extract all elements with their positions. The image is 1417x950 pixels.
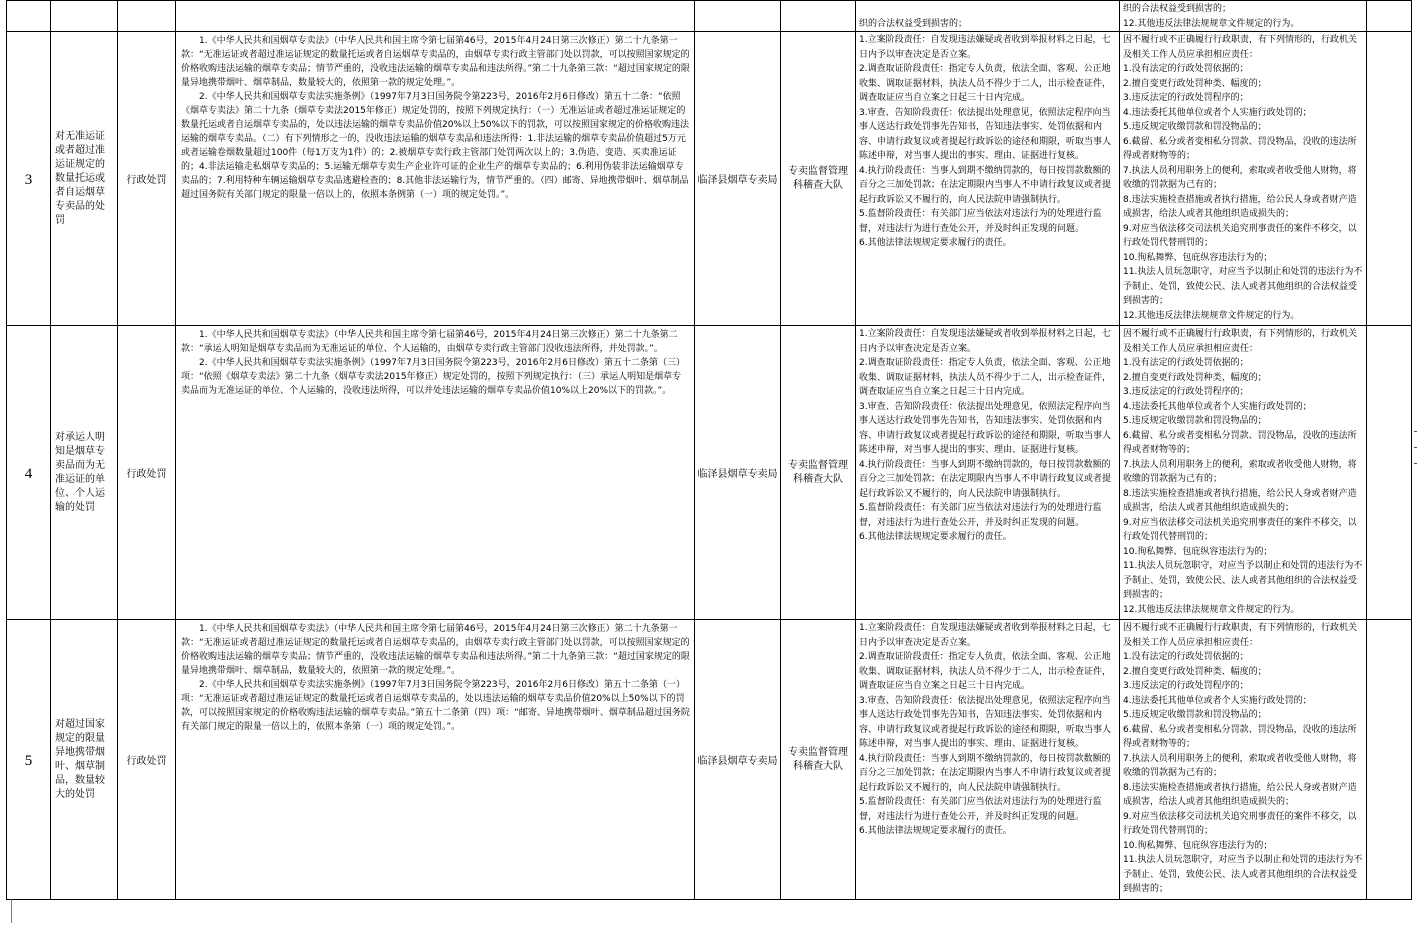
cell-type <box>118 620 176 900</box>
implementing-agency: 临泽县烟草专卖局 <box>697 756 778 767</box>
item-name: 对无准运证或者超过准运证规定的数量托运或者自运烟草专卖品的处罚 <box>55 130 105 226</box>
accountability-item: 6.截留、私分或者变相私分罚款、罚没物品，没收的违法所得或者财物等的； <box>1123 430 1357 455</box>
accountability-item: 2.擅自变更行政处罚种类、幅度的； <box>1123 666 1267 677</box>
cell-accountability <box>1120 326 1367 620</box>
cell-org <box>695 1 781 32</box>
accountability-item: 因不履行或不正确履行行政职责，有下列情形的，行政机关及相关工作人员应承担相应责任： <box>1123 623 1358 648</box>
item-type: 行政处罚 <box>126 756 167 767</box>
responsibility-list <box>856 16 1119 32</box>
legal-basis <box>176 326 694 398</box>
responsibility-item: 3.审查、告知阶段责任：依法提出处理意见，依照法定程序向当事人送达行政处罚事先告知书，告知违法事实、处罚依据和内容、申请行政复议或者提起行政诉讼的途径和期限，听取当事人陈述申辩，对当事人提出的事实、理由、证据进行复核。 <box>859 695 1112 749</box>
cell-dept <box>781 1 856 32</box>
cell-basis <box>176 326 695 620</box>
table-row <box>7 620 1412 900</box>
accountability-item: 3.违反法定的行政处罚程序的； <box>1123 93 1249 103</box>
accountability-item: 9.对应当依法移交司法机关追究刑事责任的案件不移交，以行政处罚代替刑罚的； <box>1123 811 1357 836</box>
accountability-item: 8.违法实施检查措施或者执行措施，给公民人身或者财产造成损害，给法人或者其他组织造成损失的； <box>1123 782 1357 807</box>
responsibility-item: 1.立案阶段责任：自发现违法嫌疑或者收到举报材料之日起，七日内予以审查决定是否立案。 <box>859 35 1111 60</box>
responsibility-list <box>856 32 1119 251</box>
cell-type <box>118 32 176 326</box>
legal-basis-paragraph: 2.《中华人民共和国烟草专卖法实施条例》（1997年7月3日国务院令第223号，2016年2月6日修改）第五十二条第（一）项：“无准运证或者超过准运证规定的数量托运或者自运烟草专卖品的，处以违法运输的烟草专卖品价值20%以上50%以下的罚款，可以按照国家规定的价格收购违法运输的烟草专卖品。”第五十二条第（四）项：“邮寄、异地携带烟叶、烟草制品超过国务院有关部门规定的限量一倍以上的，依照本条第（一）项的规定处罚。”。 <box>181 680 690 732</box>
accountability-item: 2.擅自变更行政处罚种类、幅度的； <box>1123 78 1267 89</box>
cell-note <box>1367 326 1412 620</box>
cell-no <box>7 32 51 326</box>
accountability-list <box>1120 620 1366 897</box>
responsibility-item: 织的合法权益受到损害的； <box>859 18 968 29</box>
accountability-item: 5.违反规定收缴罚款和罚没物品的； <box>1123 122 1267 132</box>
cell-no <box>7 620 51 900</box>
legal-basis-paragraph: 2.《中华人民共和国烟草专卖法实施条例》（1997年7月3日国务院令第223号，2016年2月6日修改）第五十二条：“依照《烟草专卖法》第二十九条（烟草专卖法2015年修正）规定处罚的，按照下列规定执行：（一）无准运证或者超过准运证规定的数量托运或者自运烟草专卖品的，处以违法运输的烟草专卖品价值20%以上50%以下的罚款，可以按照国家规定的价格收购违法运输的烟草专卖品。（二）有下列情形之一的，没收违法运输的烟草专卖品和违法所得：1.非法运输的烟草专卖品价值超过5万元或者运输卷烟数量超过100件（每1万支为1件）的；2.被烟草专卖行政主管部门处罚两次以上的；3.伪造、变造、买卖准运证的；4.非法运输走私烟草专卖品的；5.运输无烟草专卖生产企业许可证的企业生产的烟草专卖品的；6.利用伪装非法运输烟草专卖品的；7.利用特种车辆运输烟草专卖品逃避检查的；8.其他非法运输行为，情节严重的。（四）邮寄、异地携带烟叶、烟草制品超过国务院有关部门规定的限量一倍以上的，依照本条例第（一）项的规定处罚。”。 <box>181 92 690 200</box>
cell-accountability <box>1120 620 1367 900</box>
legal-basis-paragraph: 1.《中华人民共和国烟草专卖法》（中华人民共和国主席令第七届第46号，2015年4月24日第三次修正）第二十九条第一款：“无准运证或者超过准运证规定的数量托运或者自运烟草专卖品的，由烟草专卖行政主管部门处以罚款，可以按照国家规定的价格收购违法运输的烟草专卖品；情节严重的，没收违法运输的烟草专卖品和违法所得。”第二十九条第三款：“超过国家规定的限量异地携带烟叶、烟草制品，数量较大的，依照第一款的规定处理。”。 <box>181 36 690 88</box>
legal-basis-paragraph: 1.《中华人民共和国烟草专卖法》（中华人民共和国主席令第七届第46号，2015年4月24日第三次修正）第二十九条第二款：“承运人明知是烟草专卖品而为无准运证的单位、个人运输的，由烟草专卖行政主管部门没收违法所得，并处罚款。”。 <box>181 330 678 354</box>
cell-responsibility <box>856 620 1120 900</box>
cell-no <box>7 1 51 32</box>
cell-name <box>51 326 118 620</box>
cell-type <box>118 326 176 620</box>
responsibility-list <box>856 620 1119 839</box>
accountability-item: 12.其他违反法律法规规章文件规定的行为。 <box>1123 18 1300 29</box>
cell-note <box>1367 32 1412 326</box>
cell-note <box>1367 620 1412 900</box>
cell-org <box>695 32 781 326</box>
cell-basis <box>176 32 695 326</box>
accountability-item: 2.擅自变更行政处罚种类、幅度的； <box>1123 372 1267 383</box>
accountability-item: 10.徇私舞弊、包庇纵容违法行为的； <box>1123 546 1273 557</box>
accountability-item: 7.执法人员利用职务上的便利，索取或者收受他人财物，将收缴的罚款据为己有的； <box>1123 165 1357 190</box>
responsibility-item: 1.立案阶段责任：自发现违法嫌疑或者收到举报材料之日起，七日内予以审查决定是否立案。 <box>859 623 1111 648</box>
table-row <box>7 326 1412 620</box>
responsibility-item: 2.调查取证阶段责任：指定专人负责，依法全面、客观、公正地收集、调取证据材料，执法人员不得少于二人，出示检查证件，调查取证应当自立案之日起三十日内完成。 <box>859 358 1112 397</box>
accountability-item: 6.截留、私分或者变相私分罚款、罚没物品，没收的违法所得或者财物等的； <box>1123 136 1357 161</box>
accountability-item: 5.违反规定收缴罚款和罚没物品的； <box>1123 710 1267 720</box>
responsibility-item: 4.执行阶段责任：当事人到期不缴纳罚款的，每日按罚款数额的百分之三加处罚款；在法定期限内当事人不申请行政复议或者提起行政诉讼又不履行的，向人民法院申请强制执行。 <box>859 165 1112 205</box>
responsible-department: 专卖监督管理科稽查大队 <box>788 459 848 485</box>
item-type: 行政处罚 <box>126 175 167 186</box>
accountability-item: 5.违反规定收缴罚款和罚没物品的； <box>1123 416 1267 426</box>
accountability-item: 4.违法委托其他单位或者个人实施行政处罚的； <box>1123 107 1312 118</box>
item-name: 对承运人明知是烟草专卖品而为无准运证的单位、个人运输的处罚 <box>55 431 105 513</box>
cell-name <box>51 620 118 900</box>
accountability-item: 12.其他违反法律法规规章文件规定的行为。 <box>1123 310 1300 321</box>
accountability-item: 8.违法实施检查措施或者执行措施，给公民人身或者财产造成损害，给法人或者其他组织造成损失的； <box>1123 194 1357 219</box>
responsibility-item: 4.执行阶段责任：当事人到期不缴纳罚款的，每日按罚款数额的百分之三加处罚款；在法定期限内当事人不申请行政复议或者提起行政诉讼又不履行的，向人民法院申请强制执行。 <box>859 753 1112 793</box>
legal-basis <box>176 620 694 734</box>
item-name: 对超过国家规定的限量异地携带烟叶、烟草制品，数量较大的处罚 <box>55 718 105 800</box>
row-number: 4 <box>24 465 33 482</box>
cell-dept <box>781 620 856 900</box>
page-margin-line <box>11 899 12 923</box>
accountability-item: 9.对应当依法移交司法机关追究刑事责任的案件不移交，以行政处罚代替刑罚的； <box>1123 223 1357 248</box>
cell-responsibility <box>856 1 1120 32</box>
responsibility-item: 2.调查取证阶段责任：指定专人负责，依法全面、客观、公正地收集、调取证据材料，执法人员不得少于二人，出示检查证件，调查取证应当自立案之日起三十日内完成。 <box>859 652 1112 691</box>
power-list-table <box>6 0 1412 900</box>
responsibility-item: 3.审查、告知阶段责任：依法提出处理意见，依照法定程序向当事人送达行政处罚事先告知书，告知违法事实、处罚依据和内容、申请行政复议或者提起行政诉讼的途径和期限，听取当事人陈述申辩，对当事人提出的事实、理由、证据进行复核。 <box>859 107 1112 161</box>
row-number: 5 <box>24 752 33 769</box>
accountability-item: 7.执法人员利用职务上的便利，索取或者收受他人财物，将收缴的罚款据为己有的； <box>1123 459 1357 484</box>
cell-type <box>118 1 176 32</box>
accountability-item: 11.执法人员玩忽职守，对应当予以制止和处罚的违法行为不予制止、处罚，致使公民、法人或者其他组织的合法权益受到损害的； <box>1123 855 1363 894</box>
implementing-agency: 临泽县烟草专卖局 <box>697 469 778 480</box>
cell-name <box>51 32 118 326</box>
accountability-item: 因不履行或不正确履行行政职责，有下列情形的，行政机关及相关工作人员应承担相应责任： <box>1123 35 1358 60</box>
accountability-list <box>1120 32 1366 323</box>
responsibility-item: 4.执行阶段责任：当事人到期不缴纳罚款的，每日按罚款数额的百分之三加处罚款；在法定期限内当事人不申请行政复议或者提起行政诉讼又不履行的，向人民法院申请强制执行。 <box>859 459 1112 499</box>
table-row <box>7 32 1412 326</box>
accountability-item: 因不履行或不正确履行行政职责，有下列情形的，行政机关及相关工作人员应承担相应责任： <box>1123 329 1358 354</box>
cell-dept <box>781 32 856 326</box>
accountability-item: 8.违法实施检查措施或者执行措施，给公民人身或者财产造成损害，给法人或者其他组织造成损失的； <box>1123 488 1357 513</box>
row-number: 3 <box>24 171 33 188</box>
accountability-item: 1.没有法定的行政处罚依据的； <box>1123 652 1249 662</box>
table-row-continued <box>7 1 1412 32</box>
responsibility-item: 6.其他法律法规规定要求履行的责任。 <box>859 532 1012 542</box>
responsibility-item: 2.调查取证阶段责任：指定专人负责，依法全面、客观、公正地收集、调取证据材料，执法人员不得少于二人，出示检查证件，调查取证应当自立案之日起三十日内完成。 <box>859 64 1112 103</box>
legal-basis-paragraph: 2.《中华人民共和国烟草专卖法实施条例》（1997年7月3日国务院令第223号，2016年2月6日修改）第五十二条第（三）项：“依照《烟草专卖法》第二十九条（烟草专卖法2015年修正）规定处罚的，按照下列规定执行：（三）承运人明知是烟草专卖品而为无准运证的单位、个人运输的，没收违法所得，可以并处违法运输的烟草专卖品价值10%以上20%以下的罚款。”。 <box>181 358 685 396</box>
accountability-item: 11.执法人员玩忽职守，对应当予以制止和处罚的违法行为不予制止、处罚，致使公民、法人或者其他组织的合法权益受到损害的； <box>1123 561 1363 600</box>
accountability-list <box>1120 326 1366 617</box>
responsibility-item: 3.审查、告知阶段责任：依法提出处理意见，依照法定程序向当事人送达行政处罚事先告知书，告知违法事实、处罚依据和内容、申请行政复议或者提起行政诉讼的途径和期限，听取当事人陈述申辩，对当事人提出的事实、理由、证据进行复核。 <box>859 401 1112 455</box>
cell-org <box>695 620 781 900</box>
accountability-item: 12.其他违反法律法规规章文件规定的行为。 <box>1123 604 1300 615</box>
accountability-item: 1.没有法定的行政处罚依据的； <box>1123 64 1249 74</box>
responsibility-item: 6.其他法律法规规定要求履行的责任。 <box>859 826 1012 836</box>
cell-accountability <box>1120 32 1367 326</box>
cell-dept <box>781 326 856 620</box>
cell-no <box>7 326 51 620</box>
responsible-department: 专卖监督管理科稽查大队 <box>788 165 848 191</box>
accountability-item: 1.没有法定的行政处罚依据的； <box>1123 358 1249 368</box>
item-type: 行政处罚 <box>126 469 167 480</box>
responsibility-item: 6.其他法律法规规定要求履行的责任。 <box>859 238 1012 248</box>
accountability-item: 织的合法权益受到损害的； <box>1123 4 1232 14</box>
accountability-item: 9.对应当依法移交司法机关追究刑事责任的案件不移交，以行政处罚代替刑罚的； <box>1123 517 1357 542</box>
cell-responsibility <box>856 32 1120 326</box>
cell-basis <box>176 1 695 32</box>
accountability-item: 6.截留、私分或者变相私分罚款、罚没物品，没收的违法所得或者财物等的； <box>1123 724 1357 749</box>
accountability-item: 4.违法委托其他单位或者个人实施行政处罚的； <box>1123 401 1312 412</box>
accountability-item: 4.违法委托其他单位或者个人实施行政处罚的； <box>1123 695 1312 706</box>
responsibility-item: 5.监督阶段责任：有关部门应当依法对违法行为的处理进行监督，对违法行为进行查处公开，并及时纠正发现的问题。 <box>859 503 1102 528</box>
legal-basis-paragraph: 1.《中华人民共和国烟草专卖法》（中华人民共和国主席令第七届第46号，2015年4月24日第三次修正）第二十九条第一款：“无准运证或者超过准运证规定的数量托运或者自运烟草专卖品的，由烟草专卖行政主管部门处以罚款，可以按照国家规定的价格收购违法运输的烟草专卖品；情节严重的，没收违法运输的烟草专卖品和违法所得。”第二十九条第三款：“超过国家规定的限量异地携带烟叶、烟草制品，数量较大的，依照第一款的规定处理。”。 <box>181 624 690 676</box>
responsibility-list <box>856 326 1119 545</box>
accountability-list <box>1120 1 1366 31</box>
cell-name <box>51 1 118 32</box>
cell-accountability <box>1120 1 1367 32</box>
accountability-item: 11.执法人员玩忽职守，对应当予以制止和处罚的违法行为不予制止、处罚，致使公民、法人或者其他组织的合法权益受到损害的； <box>1123 267 1363 306</box>
implementing-agency: 临泽县烟草专卖局 <box>697 175 778 186</box>
cell-note <box>1367 1 1412 32</box>
accountability-item: 3.违反法定的行政处罚程序的； <box>1123 681 1249 691</box>
accountability-item: 10.徇私舞弊、包庇纵容违法行为的； <box>1123 252 1273 263</box>
responsibility-item: 5.监督阶段责任：有关部门应当依法对违法行为的处理进行监督，对违法行为进行查处公开，并及时纠正发现的问题。 <box>859 797 1102 822</box>
cell-basis <box>176 620 695 900</box>
legal-basis <box>176 32 694 202</box>
accountability-item: 10.徇私舞弊、包庇纵容违法行为的； <box>1123 840 1273 851</box>
accountability-item: 3.违反法定的行政处罚程序的； <box>1123 387 1249 397</box>
responsibility-item: 5.监督阶段责任：有关部门应当依法对违法行为的处理进行监督，对违法行为进行查处公开，并及时纠正发现的问题。 <box>859 209 1102 234</box>
accountability-item: 7.执法人员利用职务上的便利，索取或者收受他人财物，将收缴的罚款据为己有的； <box>1123 753 1357 778</box>
responsibility-item: 1.立案阶段责任：自发现违法嫌疑或者收到举报材料之日起，七日内予以审查决定是否立案。 <box>859 329 1111 354</box>
responsible-department: 专卖监督管理科稽查大队 <box>788 746 848 772</box>
cell-responsibility <box>856 326 1120 620</box>
cell-org <box>695 326 781 620</box>
